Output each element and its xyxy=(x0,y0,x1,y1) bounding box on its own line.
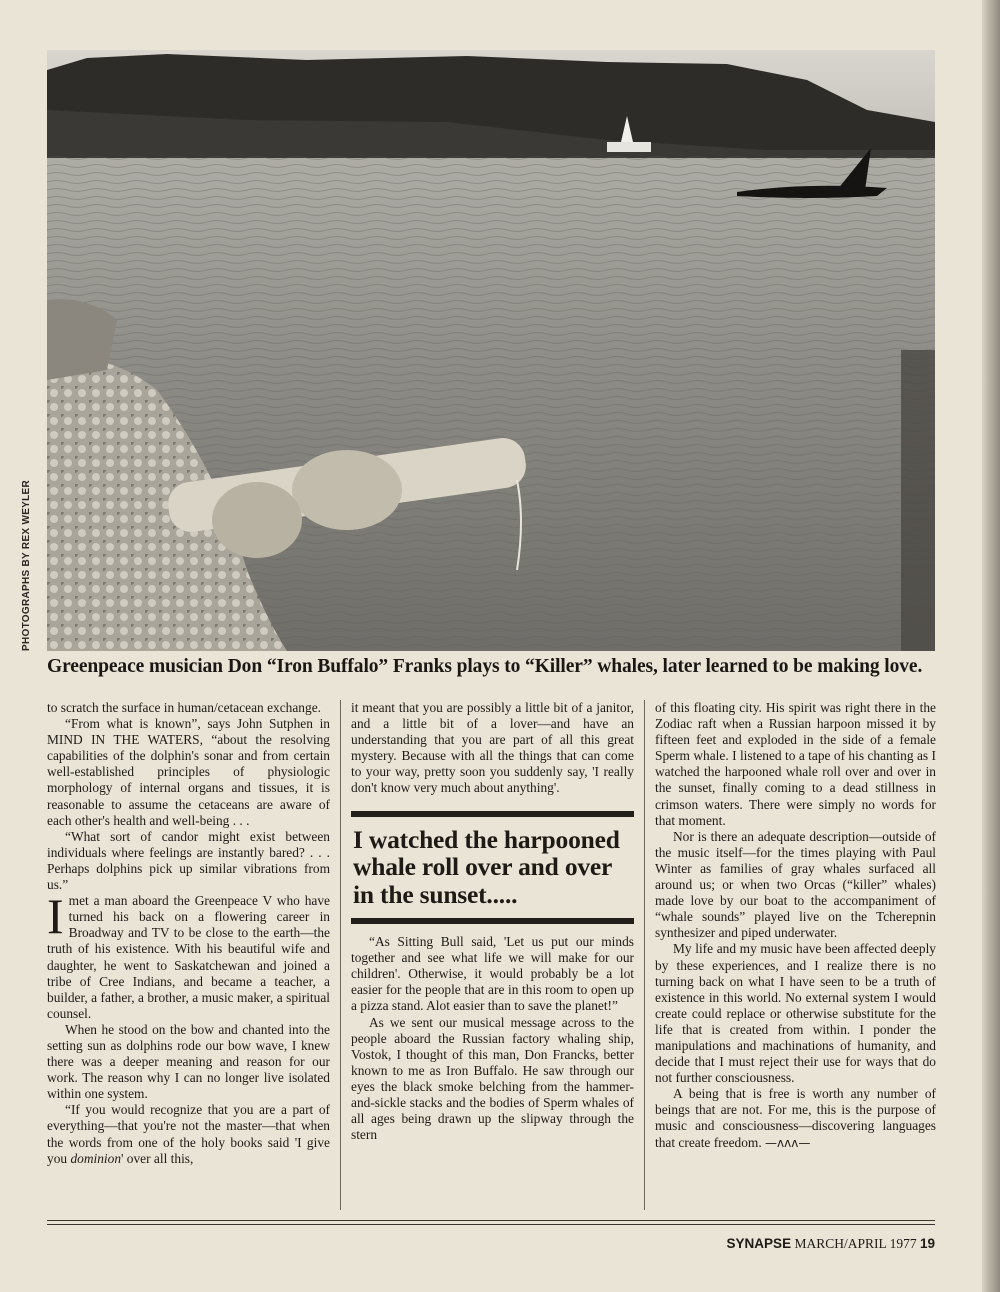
photo xyxy=(47,50,935,651)
paragraph-text: ' over all this, xyxy=(121,1150,194,1166)
column-1 xyxy=(47,700,330,1167)
paragraph: “From what is known”, says John Sutphen in MIND IN THE WATERS, “about the resolving capabilities of the dolphin's sonar and from certain well-established principles of physiologic morphology of internal organs and tissues, it is reasonable to assume the cetaceans are aware of each other's health and well-being . . . xyxy=(47,716,330,828)
photo-caption: Greenpeace musician Don “Iron Buffalo” Franks plays to “Killer” whales, later learned to be making love. xyxy=(47,656,923,677)
end-mark: —ʌʌʌ— xyxy=(765,1135,811,1150)
page-number: 19 xyxy=(919,1236,935,1251)
footer-rule xyxy=(47,1220,935,1221)
paragraph: of this floating city. His spirit was right there in the Zodiac raft when a Russian harpoon missed it by fifteen feet and exploded in the side of a female Sperm whale. I listened to a tape of his chanting as I watched the harpooned whale roll over and over in the sunset, finally coming to a dead stillness in crimson waters. There were simply no words for that moment. xyxy=(655,700,936,828)
paragraph: My life and my music have been affected deeply by these experiences, and I realize there is no turning back on what I have seen to be a truth of existence in this world. No external system I would create could replace or otherwise substitute for the life that is created from within. I ponder the manipulations and machinations of humanity, and decide that I must reject their use for ways that do not further consciousness. xyxy=(655,941,936,1086)
paragraph: Nor is there an adequate description—outside of the music itself—for the times playing with Paul Winter as families of gray whales surfaced all around us; or when two Orcas (“killer” whales) made love by our boat to the accompaniment of “whale sounds” played live on the Tcherepnin synthesizer and piped underwater. xyxy=(655,828,936,941)
paragraph: it meant that you are possibly a little bit of a janitor, and a little bit of a lover—and have an understanding that you are part of all this great mystery. Because with all the things that can come to your way, pretty soon you suddenly say, 'I really don't know very much about anything'. xyxy=(351,700,634,796)
paragraph-with-dropcap xyxy=(47,888,330,1022)
paragraph: “What sort of candor might exist between individuals where feelings are instantly bared? . . . Perhaps dolphins pick up similar vibrations from us.” xyxy=(47,828,330,893)
emphasis: dominion xyxy=(70,1150,122,1166)
paragraph-text: met a man aboard the Greenpeace V who have turned his back on a flowering career in Broadway and TV to be close to the earth—the truth of his existence. With his beautiful wife and daughter, he went to Saskatchewan and joined a tribe of Cree Indians, and became a teacher, a builder, a father, a brother, a music maker, a spiritual counsel. xyxy=(47,893,330,1021)
column-2 xyxy=(351,700,634,1143)
column-3 xyxy=(655,700,936,1151)
page-footer xyxy=(727,1236,935,1252)
photo-illustration xyxy=(47,50,935,651)
page-edge xyxy=(982,0,1000,1292)
issue-date: MARCH/APRIL 1977 xyxy=(794,1236,917,1251)
photo-credit: PHOTOGRAPHS BY REX WEYLER xyxy=(21,479,32,651)
paragraph: “As Sitting Bull said, 'Let us put our minds together and see what life we will make for our children'. Otherwise, it would probably be a lot easier for the people that are in this room to open up a pizza stand. Alot easier than to save the planet!” xyxy=(351,934,634,1014)
footer-rule xyxy=(47,1224,935,1225)
paragraph-text: A being that is free is worth any number of beings that are not. For me, this is the purpose of music and consciousness—discovering languages that create freedom. xyxy=(655,1086,936,1150)
paragraph-text: “If you would recognize that you are a part of everything—that you're not the master—that when the words from one of the holy books said 'I give you xyxy=(47,1102,330,1166)
column-divider xyxy=(644,700,645,1210)
pull-quote-rule xyxy=(351,918,634,924)
pull-quote xyxy=(351,811,634,925)
magazine-name: SYNAPSE xyxy=(726,1236,792,1251)
paragraph: As we sent our musical message across to the people aboard the Russian factory whaling ship, Vostok, I thought of this man, Don Francks, better known to me as Iron Buffalo. He saw through our eyes the black smoke belching from the hammer-and-sickle stacks and the bodies of Sperm whales of all ages being drawn up the slipway through the stern xyxy=(351,1014,634,1143)
pull-quote-text: I watched the harpooned whale roll over and over in the sunset..... xyxy=(353,824,620,909)
paragraph: When he stood on the bow and chanted into the setting sun as dolphins rode our bow wave, I knew there was a deeper meaning and reason for our work. The reason why I can no longer live isolated within one system. xyxy=(47,1021,330,1102)
paragraph: to scratch the surface in human/cetacean exchange. xyxy=(47,700,321,715)
paragraph xyxy=(47,1102,330,1166)
paragraph xyxy=(655,1086,936,1150)
drop-cap: I xyxy=(47,888,64,945)
column-divider xyxy=(340,700,341,1210)
